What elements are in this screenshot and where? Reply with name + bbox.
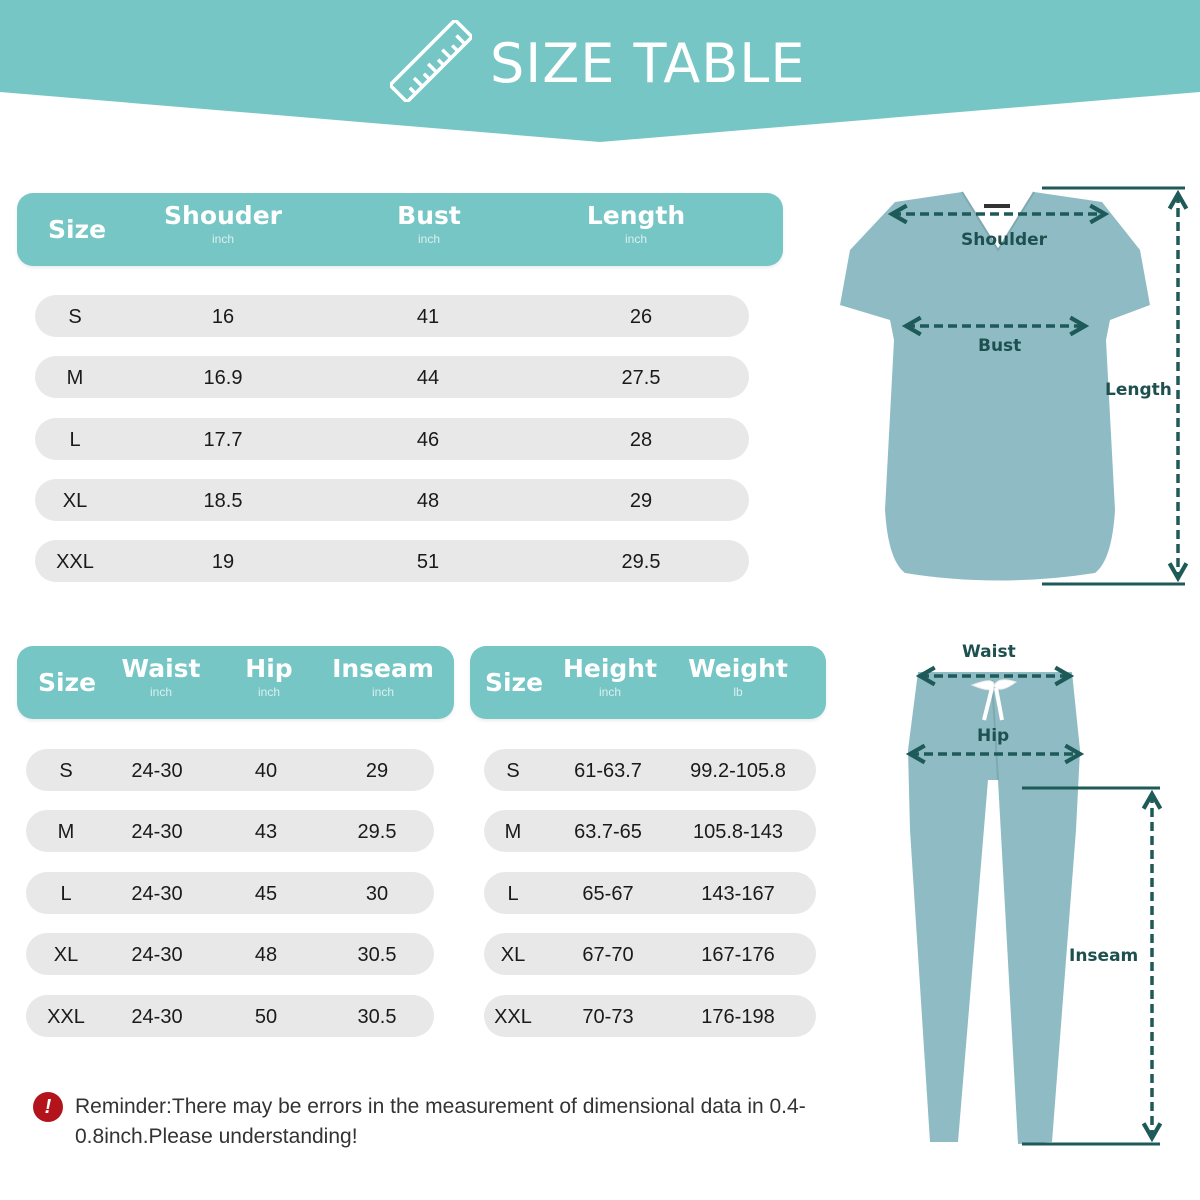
shoulder-cell: 18.5	[203, 490, 243, 512]
inseam-cell: 29.5	[357, 821, 397, 843]
shoulder-cell: 19	[211, 551, 235, 573]
table-row	[26, 933, 434, 975]
height-cell: 65-67	[582, 883, 634, 905]
size-cell: M	[57, 821, 75, 843]
waist-label: Waist	[962, 642, 1016, 662]
header-height: Height inch	[562, 654, 658, 699]
warning-icon: !	[33, 1092, 63, 1122]
top-table-header	[17, 193, 783, 266]
header-waist: Waist inch	[121, 654, 201, 699]
hip-cell: 50	[254, 1006, 278, 1028]
table-row	[26, 749, 434, 791]
table-row	[484, 872, 816, 914]
table-row	[484, 810, 816, 852]
title-banner	[0, 0, 1200, 145]
size-cell: M	[504, 821, 522, 843]
size-cell: XL	[500, 944, 526, 966]
height-cell: 70-73	[582, 1006, 634, 1028]
size-cell: L	[507, 883, 519, 905]
waist-cell: 24-30	[131, 760, 183, 782]
table-row	[484, 749, 816, 791]
height-cell: 63.7-65	[574, 821, 642, 843]
size-cell: S	[59, 760, 73, 782]
scrub-pants-diagram	[880, 630, 1190, 1160]
table-row	[35, 540, 749, 582]
table-row	[35, 479, 749, 521]
length-cell: 29	[629, 490, 653, 512]
size-cell: XXL	[56, 551, 94, 573]
size-cell: L	[60, 883, 72, 905]
reminder-text: Reminder:There may be errors in the measurement of dimensional data in 0.4-0.8inch.Please understanding!	[75, 1095, 806, 1148]
size-cell: XXL	[494, 1006, 532, 1028]
weight-cell: 99.2-105.8	[690, 760, 786, 782]
waist-cell: 24-30	[131, 821, 183, 843]
table-row	[35, 356, 749, 398]
size-cell: XL	[53, 944, 79, 966]
inseam-cell: 30.5	[357, 1006, 397, 1028]
shoulder-label: Shoulder	[961, 230, 1048, 250]
size-cell: S	[68, 306, 82, 328]
bust-label: Bust	[978, 336, 1022, 356]
bust-cell: 46	[416, 429, 440, 451]
height-cell: 67-70	[582, 944, 634, 966]
header-inseam: Inseam inch	[332, 654, 434, 699]
header-length: Length inch	[586, 201, 686, 246]
table-row	[35, 295, 749, 337]
table-row	[26, 810, 434, 852]
hip-cell: 43	[254, 821, 278, 843]
length-cell: 28	[629, 429, 653, 451]
bust-cell: 48	[416, 490, 440, 512]
inseam-cell: 30.5	[357, 944, 397, 966]
size-cell: XXL	[47, 1006, 85, 1028]
shoulder-cell: 16	[211, 306, 235, 328]
size-cell: XL	[62, 490, 88, 512]
size-cell: L	[69, 429, 81, 451]
hip-label: Hip	[977, 726, 1010, 746]
inseam-cell: 30	[365, 883, 389, 905]
header-size: Size	[484, 668, 544, 697]
waist-cell: 24-30	[131, 883, 183, 905]
table-row	[484, 933, 816, 975]
length-cell: 29.5	[621, 551, 661, 573]
length-label: Length	[1105, 380, 1172, 400]
bust-cell: 44	[416, 367, 440, 389]
page-title: SIZE TABLE	[490, 31, 806, 95]
header-hip: Hip inch	[245, 654, 293, 699]
inseam-cell: 29	[365, 760, 389, 782]
weight-cell: 143-167	[701, 883, 775, 905]
header-shoulder: Shouder inch	[164, 201, 282, 246]
weight-cell: 176-198	[701, 1006, 775, 1028]
weight-cell: 105.8-143	[692, 821, 784, 843]
header-weight: Weight lb	[688, 654, 788, 699]
inseam-label: Inseam	[1069, 946, 1139, 966]
reminder-note	[33, 1092, 813, 1152]
table-row	[26, 995, 434, 1037]
table-row	[26, 872, 434, 914]
scrub-pants-illustration	[880, 630, 1190, 1160]
shoulder-cell: 17.7	[203, 429, 243, 451]
pants-table-header	[17, 646, 454, 719]
table-row	[35, 418, 749, 460]
body-table-header	[470, 646, 826, 719]
header-size: Size	[37, 668, 97, 697]
size-cell: S	[506, 760, 520, 782]
length-cell: 26	[629, 306, 653, 328]
header-size: Size	[47, 215, 107, 244]
bust-cell: 41	[416, 306, 440, 328]
hip-cell: 40	[254, 760, 278, 782]
hip-cell: 48	[254, 944, 278, 966]
table-row	[484, 995, 816, 1037]
waist-cell: 24-30	[131, 1006, 183, 1028]
height-cell: 61-63.7	[574, 760, 642, 782]
shoulder-cell: 16.9	[203, 367, 243, 389]
header-bust: Bust inch	[397, 201, 461, 246]
ruler-icon	[390, 20, 472, 107]
hip-cell: 45	[254, 883, 278, 905]
scrub-top-diagram	[830, 180, 1200, 600]
size-cell: M	[66, 367, 84, 389]
weight-cell: 167-176	[701, 944, 775, 966]
waist-cell: 24-30	[131, 944, 183, 966]
bust-cell: 51	[416, 551, 440, 573]
length-cell: 27.5	[621, 367, 661, 389]
